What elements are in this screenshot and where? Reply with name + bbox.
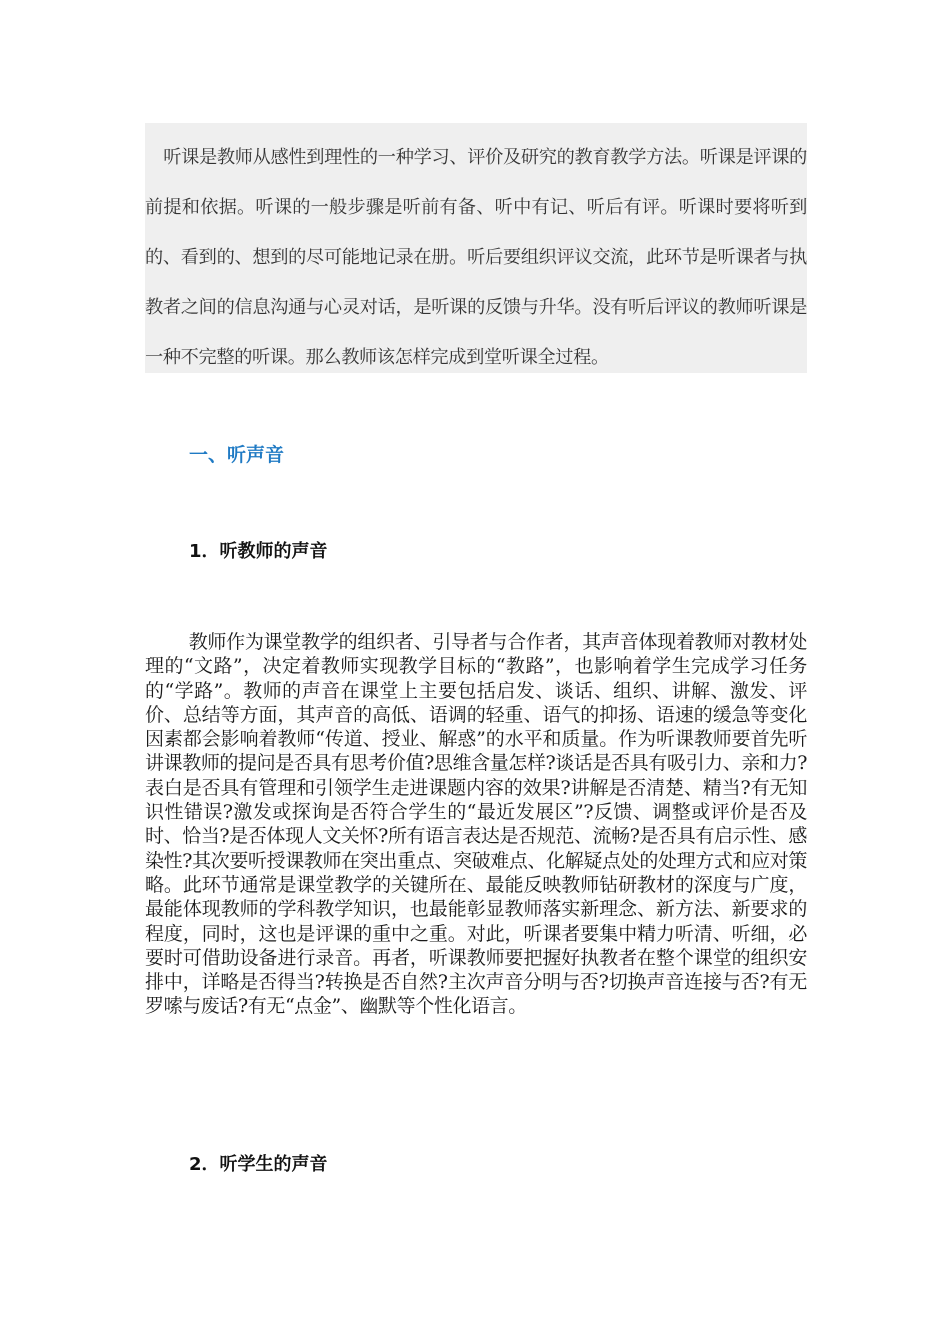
- subheading-student-voice: 2．听学生的声音: [189, 1154, 328, 1175]
- subheading-teacher-voice: 1．听教师的声音: [189, 541, 328, 562]
- intro-box: [145, 123, 807, 373]
- section-heading-listen-sound: 一、听声音: [189, 444, 285, 466]
- body-paragraph-teacher-voice: 教师作为课堂教学的组织者、引导者与合作者，其声音体现着教师对教材处理的“文路”，决定着教师实现教学目标的“教路”，也影响着学生完成学习任务的“学路”。教师的声音在课堂上主要包括启发、谈话、组织、讲解、激发、评价、总结等方面，其声音的高低、语调的轻重、语气的抑扬、语速的缓急等变化因素都会影响着教师“传道、授业、解惑”的水平和质量。作为听课教师要首先听讲课教师的提问是否具有思考价值?思维含量怎样?谈话是否具有吸引力、亲和力?表白是否具有管理和引领学生走进课题内容的效果?讲解是否清楚、精当?有无知识性错误?激发或探询是否符合学生的“最近发展区”?反馈、调整或评价是否及时、恰当?是否体现人文关怀?所有语言表达是否规范、流畅?是否具有启示性、感染性?其次要听授课教师在突出重点、突破难点、化解疑点处的处理方式和应对策略。此环节通常是课堂教学的关键所在、最能反映教师钻研教材的深度与广度，最能体现教师的学科教学知识，也最能彰显教师落实新理念、新方法、新要求的程度，同时，这也是评课的重中之重。对此，听课者要集中精力听清、听细，必要时可借助设备进行录音。再者，听课教师要把握好执教者在整个课堂的组织安排中，详略是否得当?转换是否自然?主次声音分明与否?切换声音连接与否?有无罗嗦与废话?有无“点金”、幽默等个性化语言。: [145, 631, 807, 1018]
- intro-paragraph: 听课是教师从感性到理性的一种学习、评价及研究的教育教学方法。听课是评课的前提和依据。听课的一般步骤是听前有备、听中有记、听后有评。听课时要将听到的、看到的、想到的尽可能地记录在册。听后要组织评议交流，此环节是听课者与执教者之间的信息沟通与心灵对话，是听课的反馈与升华。没有听后评议的教师听课是一种不完整的听课。那么教师该怎样完成到堂听课全过程。: [145, 147, 807, 368]
